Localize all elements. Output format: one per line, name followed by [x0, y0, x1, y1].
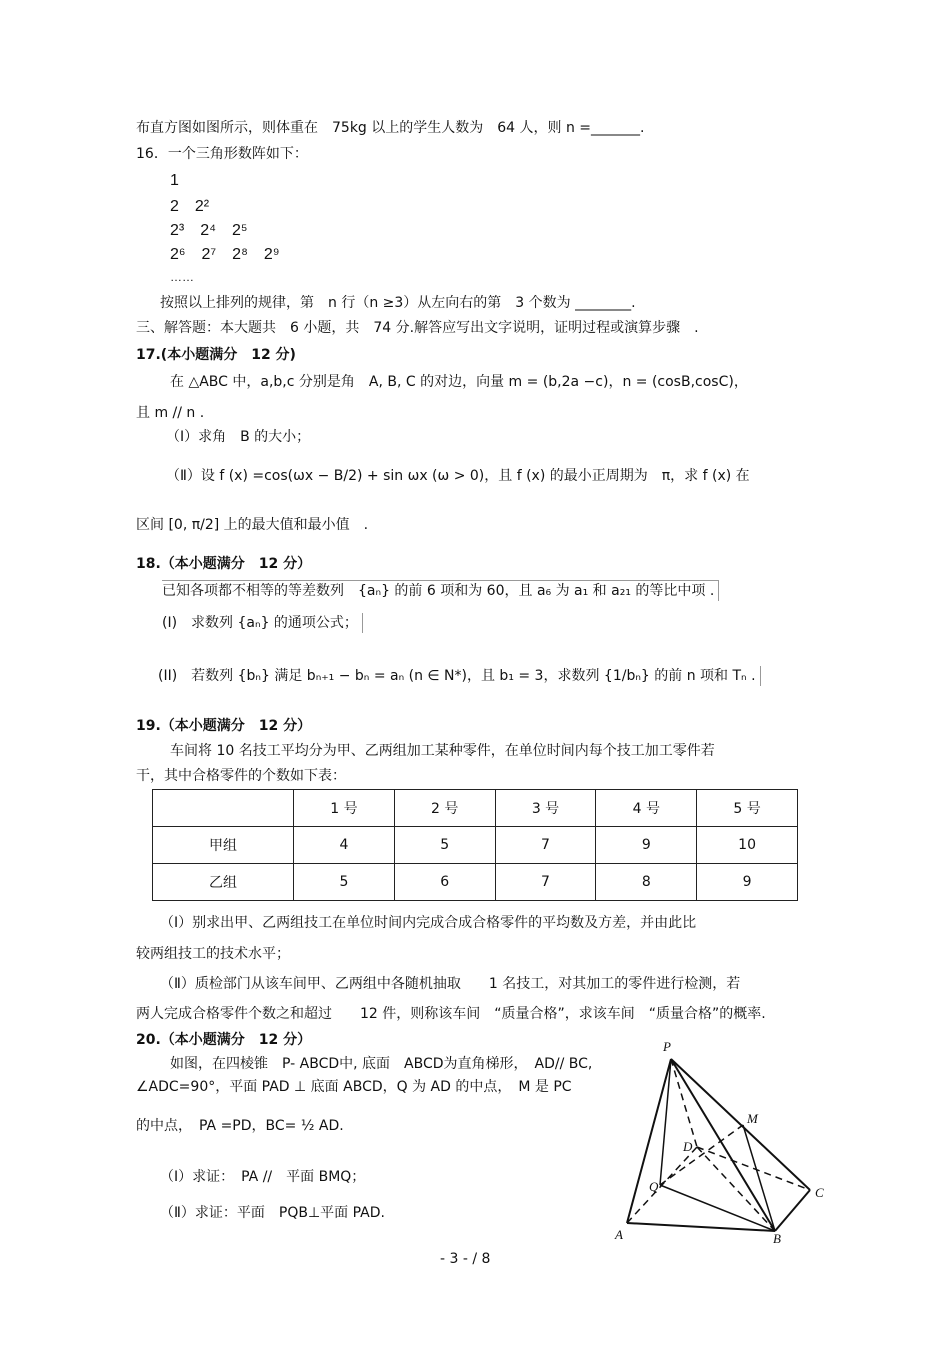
q17-part1: （Ⅰ）求角 B 的大小； — [166, 429, 311, 445]
q20-part2: （Ⅱ）求证：平面 PQB⊥平面 PAD. — [160, 1205, 385, 1221]
table-header-cell: 3 号 — [495, 790, 596, 827]
table-header-cell: 5 号 — [697, 790, 798, 827]
triangle-row-ellipsis: …… — [170, 270, 194, 284]
edge-db-hidden — [697, 1147, 775, 1231]
edge-bc — [775, 1190, 810, 1231]
table-cell: 乙组 — [153, 864, 294, 901]
section3-heading: 三、解答题：本大题共 6 小题，共 74 分.解答应写出文字说明，证明过程或演算步骤 . — [136, 320, 699, 336]
pyramid-figure — [605, 1035, 835, 1245]
q20-title: 20.（本小题满分 12 分） — [136, 1032, 312, 1048]
table-header-cell: 2 号 — [394, 790, 495, 827]
triangle-row-4: 2⁶ 2⁷ 2⁸ 2⁹ — [170, 246, 280, 263]
q19-part2-b: 两人完成合格零件个数之和超过 12 件，则称该车间 “质量合格”，求该车间 “质量合格”的概率. — [136, 1006, 766, 1022]
edge-ab — [627, 1223, 775, 1231]
qualified-parts-table — [152, 789, 798, 901]
q16-title: 16．一个三角形数阵如下： — [136, 146, 308, 162]
q18-part2: (II) 若数列 {bₙ} 满足 bₙ₊₁ − bₙ = aₙ (n ∈ N*)，且 b₁ = 3，求数列 {1/bₙ} 的前 n 项和 Tₙ . — [158, 666, 761, 686]
q19-part2-a: （Ⅱ）质检部门从该车间甲、乙两组中各随机抽取 1 名技工，对其加工的零件进行检测，若 — [160, 976, 741, 992]
q19-title: 19.（本小题满分 12 分） — [136, 718, 312, 734]
q18-part1: (I) 求数列 {aₙ} 的通项公式； — [162, 613, 363, 633]
q17-part2: （Ⅱ）设 f (x) =cos(ωx − B/2) + sin ωx (ω > 0)，且 f (x) 的最小正周期为 π，求 f (x) 在 — [166, 468, 750, 484]
q20-line1: 如图，在四棱锥 P- ABCD中, 底面 ABCD为直角梯形， AD// BC, — [170, 1056, 593, 1072]
table-cell: 4 — [294, 827, 395, 864]
edge-qm-hidden — [660, 1125, 743, 1185]
q17-line2: 且 m // n . — [136, 405, 205, 421]
q16-question: 按照以上排列的规律，第 n 行（n ≥3）从左向右的第 3 个数为 ________. — [160, 295, 636, 311]
table-cell: 6 — [394, 864, 495, 901]
table-row — [153, 827, 798, 864]
table-header-cell — [153, 790, 294, 827]
q18-title: 18.（本小题满分 12 分） — [136, 556, 312, 572]
edge-dc-hidden — [697, 1147, 810, 1190]
q20-part1: （Ⅰ）求证： PA // 平面 BMQ； — [160, 1169, 366, 1185]
label-p: P — [663, 1039, 671, 1054]
edge-qb — [660, 1185, 775, 1231]
label-q: Q — [649, 1179, 659, 1194]
table-cell: 7 — [495, 864, 596, 901]
q19-part1-a: （Ⅰ）别求出甲、乙两组技工在单位时间内完成合成合格零件的平均数及方差，并由此比 — [160, 915, 697, 931]
page-number: - 3 - / 8 — [440, 1251, 491, 1267]
q20-line2: ∠ADC=90°，平面 PAD ⊥ 底面 ABCD，Q 为 AD 的中点， M 是 PC — [136, 1079, 572, 1095]
table-header-cell: 4 号 — [596, 790, 697, 827]
triangle-row-1: 1 — [170, 172, 179, 189]
q19-line1: 车间将 10 名技工平均分为甲、乙两组加工某种零件，在单位时间内每个技工加工零件若 — [170, 743, 715, 759]
triangle-row-3: 2³ 2⁴ 2⁵ — [170, 222, 248, 239]
q19-line2: 干，其中合格零件的个数如下表： — [136, 768, 346, 784]
q20-line3: 的中点， PA =PD，BC= ½ AD. — [136, 1118, 344, 1134]
q17-line1: 在 △ABC 中，a,b,c 分别是角 A, B, C 的对边，向量 m = (b,2a −c)，n = (cosB,cosC)， — [170, 374, 748, 390]
table-cell: 8 — [596, 864, 697, 901]
table-cell: 7 — [495, 827, 596, 864]
q17-part2-end: 区间 [0, π/2] 上的最大值和最小值 . — [136, 517, 369, 533]
table-row — [153, 864, 798, 901]
label-d: D — [683, 1139, 693, 1154]
triangle-row-2: 2 2² — [170, 198, 210, 215]
table-cell: 10 — [697, 827, 798, 864]
table-cell: 9 — [697, 864, 798, 901]
table-cell: 9 — [596, 827, 697, 864]
table-header-row — [153, 790, 798, 827]
q15-tail: 布直方图如图所示，则体重在 75kg 以上的学生人数为 64 人，则 n =_______. — [136, 120, 645, 136]
q17-title: 17.(本小题满分 12 分) — [136, 347, 296, 363]
q18-line1: 已知各项都不相等的等差数列 {aₙ} 的前 6 项和为 60，且 a₆ 为 a₁ 和 a₂₁ 的等比中项 . — [162, 580, 719, 601]
q19-part1-b: 较两组技工的技术水平； — [136, 946, 290, 962]
label-c: C — [815, 1185, 824, 1200]
table-cell: 5 — [394, 827, 495, 864]
table-header-cell: 1 号 — [294, 790, 395, 827]
table-cell: 甲组 — [153, 827, 294, 864]
label-a: A — [615, 1227, 623, 1242]
table-cell: 5 — [294, 864, 395, 901]
label-b: B — [773, 1231, 781, 1245]
edge-pc — [671, 1059, 810, 1190]
label-m: M — [747, 1111, 758, 1126]
